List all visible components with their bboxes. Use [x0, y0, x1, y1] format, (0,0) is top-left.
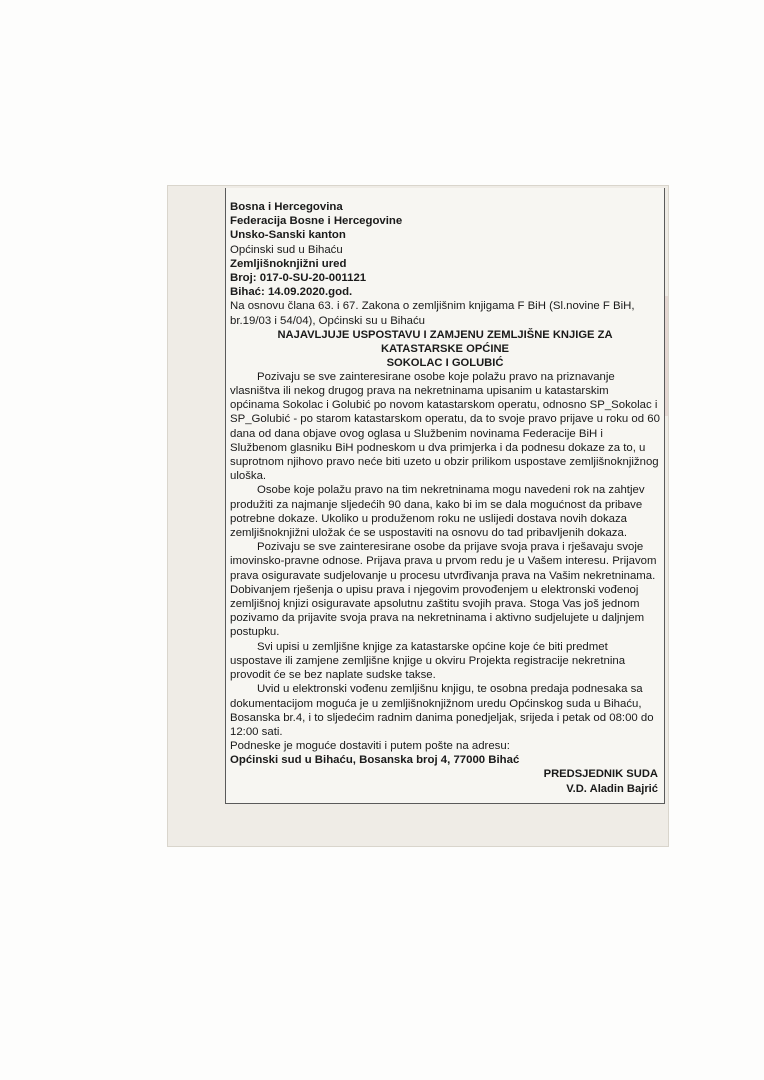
paragraph-4: Svi upisi u zemljišne knjige za katastarske općine koje će biti predmet uspostave ili zamjene zemljišne knjige u okviru Projekta registracije nekretnina provodit će se bez naplate sudske takse.: [230, 640, 626, 682]
notice-body: [230, 200, 660, 768]
title-line-3: SOKOLAC I GOLUBIĆ: [386, 356, 504, 369]
paragraph-5: Uvid u elektronski vođenu zemljišnu knjigu, te osobna predaja podnesaka sa dokumentacijom moguća je u zemljišnoknjižnom uredu Općinskog suda u Bihaću, Bosanska br.4, i to sljedećim radnim danima ponedjeljak, srijeda i petak od 08:00 do 12:00 sati.: [230, 683, 654, 738]
header-canton: Unsko-Sanski kanton: [230, 229, 346, 242]
court-address: Općinski sud u Bihaću, Bosanska broj 4, 77000 Bihać: [230, 754, 520, 767]
signature-block: [544, 767, 658, 796]
header-office: Zemljišnoknjižni ured: [230, 257, 347, 270]
paragraph-1: Pozivaju se sve zainteresirane osobe koje polažu pravo na priznavanje vlasništva ili nekog drugog prava na nekretninama upisanim u katastarskim općinama Sokolac i Golubić po novom katastarskom operatu, odnosno SP_Sokolac i SP_Golubić - po starom katastarskom operatu, da to svoje pravo prijave u roku od 60 dana od dana objave ovog oglasa u Službenim novinama Federacije BiH i Službenom glasniku BiH podneskom u dva primjerka i da podnesu dokaze za to, u suprotnom njihovo pravo neće biti uzeto u obzir prilikom uspostave zemljišnoknjižnog uloška.: [230, 370, 660, 483]
header-court: Općinski sud u Bihaću: [230, 243, 343, 256]
newspaper-clipping: [168, 186, 668, 846]
signature-role: PREDSJEDNIK SUDA: [543, 768, 658, 780]
bleed-through-left: [172, 186, 232, 846]
paragraph-2: Osobe koje polažu pravo na tim nekretninama mogu navedeni rok na zahtjev produžiti za najmanje sljedećih 90 dana, kako bi im se dala mogućnost da pribave potrebne dokaze. Ukoliko u produženom roku ne uslijedi dostava novih dokaza zemljišnoknjižni uložak će se uspostaviti na osnovu do tad pribavljenih dokaza.: [230, 484, 645, 540]
notice-header: [230, 200, 660, 299]
notice-title: [230, 328, 660, 370]
header-country: Bosna i Hercegovina: [230, 201, 343, 213]
paragraph-3: Pozivaju se sve zainteresirane osobe da prijave svoja prava i rješavaju svoje imovinsko-pravne odnose. Prijava prava u prvom redu je u Vašem interesu. Prijavom prava osiguravate sudjelovanje u procesu utvrđivanja prava na Vašim nekretninama. Dobivanjem rješenja o upisu prava i njegovim provođenjem u elektronski vođenoj zemljišnoj knjizi osiguravate apsolutnu zaštitu svojih prava. Stoga Vas još jednom pozivamo da prijavite svoja prava na nekretninama i aktivno sudjelujete u daljnjem postupku.: [230, 541, 657, 639]
paragraph-6: Podneske je moguće dostaviti i putem pošte na adresu:: [230, 740, 510, 753]
title-line-2: KATASTARSKE OPĆINE: [380, 342, 510, 355]
court-notice: [225, 188, 665, 804]
title-line-1: NAJAVLJUJE USPOSTAVU I ZAMJENU ZEMLJIŠNE KNJIGE ZA: [277, 328, 613, 341]
header-place-date: Bihać: 14.09.2020.god.: [230, 286, 353, 299]
header-number: Broj: 017-0-SU-20-001121: [230, 272, 367, 285]
signature-name: V.D. Aladin Bajrić: [566, 782, 658, 795]
header-federation: Federacija Bosne i Hercegovine: [230, 215, 403, 228]
intro-text: Na osnovu člana 63. i 67. Zakona o zemljišnim knjigama F BiH (Sl.novine F BiH, br.19/03 i 54/04), Općinski su u Bihaću: [230, 300, 635, 327]
